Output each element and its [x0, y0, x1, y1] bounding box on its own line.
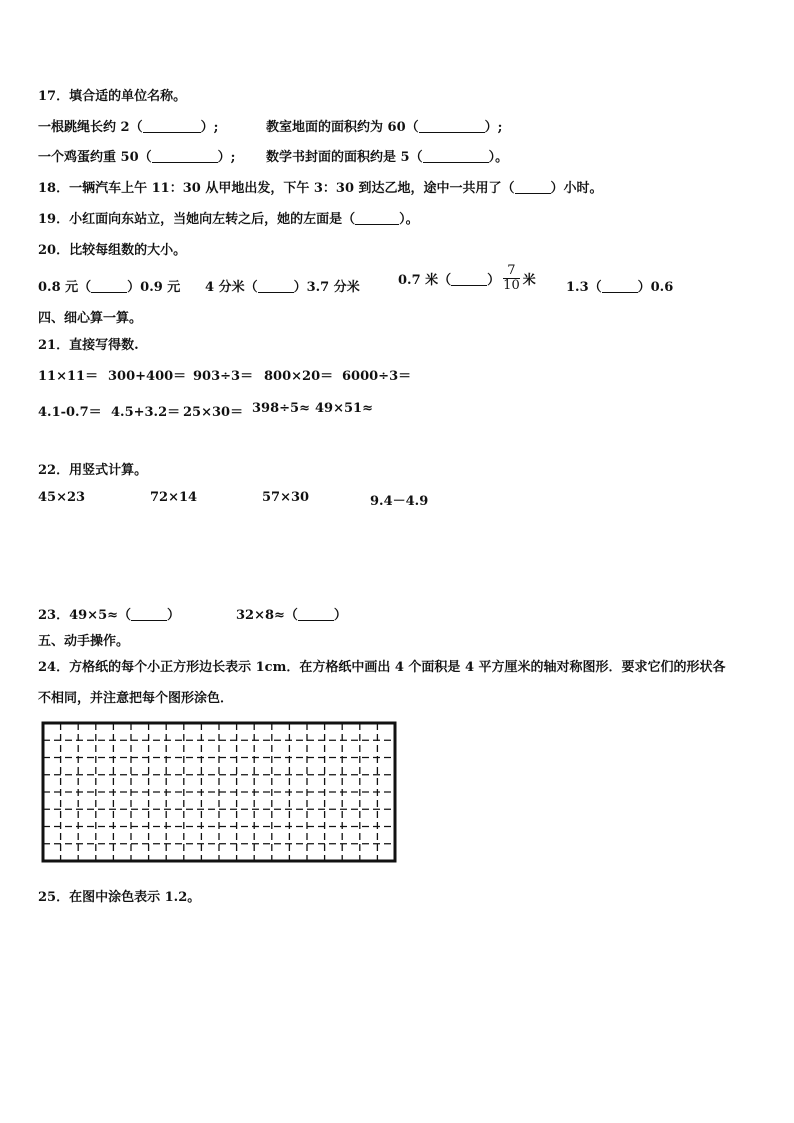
answer-blank[interactable] — [602, 279, 638, 293]
q22-expr: 57×30 — [262, 490, 310, 505]
q17-item-rope: 一根跳绳长约 2（ ）; — [38, 120, 219, 135]
q21-expr: 800×20＝ — [264, 369, 334, 384]
section-4-heading: 四、细心算一算。 — [38, 311, 143, 326]
q21-title: 21．直接写得数. — [38, 338, 139, 353]
answer-blank[interactable] — [131, 607, 167, 621]
answer-blank[interactable] — [143, 119, 201, 133]
q24-line-1: 24．方格纸的每个小正方形边长表示 1cm．在方格纸中画出 4 个面积是 4 平方厘米的轴对称图形．要求它们的形状各 — [38, 660, 726, 675]
q21-expr: 300+400＝ — [108, 369, 187, 384]
q21-expr: 903÷3＝ — [193, 369, 254, 384]
answer-blank[interactable] — [355, 211, 399, 225]
q20-compare-2: 4 分米（ ）3.7 分米 — [205, 280, 360, 295]
q23-a: 23．49×5≈（ ） — [38, 608, 181, 623]
q23-b: 32×8≈（ ） — [236, 608, 347, 623]
answer-blank[interactable] — [91, 279, 127, 293]
q20-compare-1: 0.8 元（ ）0.9 元 — [38, 280, 181, 295]
answer-blank[interactable] — [298, 607, 334, 621]
answer-blank[interactable] — [419, 119, 485, 133]
q17-title: 17．填合适的单位名称。 — [38, 89, 187, 104]
q21-expr: 398÷5≈ — [252, 401, 310, 416]
q21-expr: 11×11＝ — [38, 369, 99, 384]
q22-expr: 45×23 — [38, 490, 86, 505]
section-5-heading: 五、动手操作。 — [38, 634, 130, 649]
q21-expr: 25×30＝ — [183, 405, 244, 420]
square-grid-paper[interactable] — [40, 720, 398, 864]
q20-title: 20．比较每组数的大小。 — [38, 243, 187, 258]
q22-title: 22．用竖式计算。 — [38, 463, 148, 478]
answer-blank[interactable] — [451, 272, 487, 286]
answer-blank[interactable] — [515, 180, 551, 194]
answer-blank[interactable] — [258, 279, 294, 293]
fraction: $\frac{7}{10}$ — [503, 263, 520, 293]
q22-expr: 9.4－4.9 — [370, 494, 429, 509]
q25: 25．在图中涂色表示 1.2。 — [38, 890, 201, 905]
q20-compare-4: 1.3（ ）0.6 — [566, 280, 674, 295]
q17-item-book: 数学书封面的面积约是 5（ ）。 — [266, 150, 509, 165]
q22-expr: 72×14 — [150, 490, 198, 505]
answer-blank[interactable] — [152, 149, 218, 163]
q18: 18．一辆汽车上午 11：30 从甲地出发，下午 3：30 到达乙地，途中一共用了（ ）小时。 — [38, 181, 603, 196]
q24-line-2: 不相同，并注意把每个图形涂色． — [38, 691, 234, 706]
q17-item-egg: 一个鸡蛋约重 50（ ）; — [38, 150, 236, 165]
q19: 19．小红面向东站立，当她向左转之后，她的左面是（ ）。 — [38, 212, 419, 227]
q17-item-classroom: 教室地面的面积约为 60（ ）; — [266, 120, 503, 135]
q21-expr: 4.1-0.7＝ — [38, 405, 102, 420]
q21-expr: 49×51≈ — [315, 401, 373, 416]
q21-expr: 4.5+3.2＝ — [111, 405, 181, 420]
q21-expr: 6000÷3＝ — [342, 369, 412, 384]
q20-compare-3: 0.7 米（ ） $\frac{7}{10}$ 米 — [398, 263, 536, 293]
answer-blank[interactable] — [423, 149, 489, 163]
